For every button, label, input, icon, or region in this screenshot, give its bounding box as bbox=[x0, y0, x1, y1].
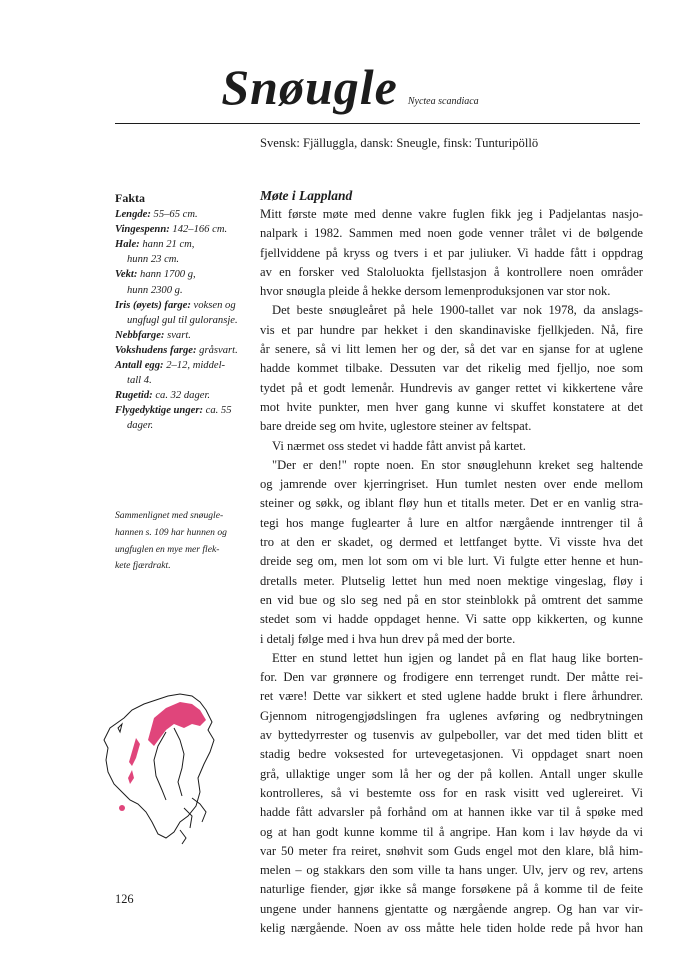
fact-item bbox=[115, 358, 255, 373]
facts-box bbox=[115, 191, 255, 434]
note-line: ungfuglen en mye mer flek- bbox=[115, 543, 220, 555]
fact-item bbox=[115, 343, 255, 358]
body-text-line: tro at den er skadet, og dermed et lettfanget bytte. Vi visste hva det bbox=[260, 535, 643, 550]
fact-item bbox=[115, 403, 255, 418]
fact-label: Flygedyktige unger: bbox=[115, 405, 203, 417]
fact-value: svart. bbox=[164, 329, 191, 341]
fact-value-continued: dager. bbox=[127, 420, 154, 432]
header-rule bbox=[115, 123, 640, 124]
body-text-line: nalpark i 1982. Sammen med noen gode venner trålet vi de bølgende bbox=[260, 226, 643, 241]
fact-label: Rugetid: bbox=[115, 390, 153, 402]
body-text-line: Etter en stund lettet hun igjen og landet på en flat haug like borten- bbox=[272, 650, 643, 665]
body-text-line: ret være! Dette var sikkert et sted uglene hadde brukt i flere århundrer. bbox=[260, 689, 643, 704]
fact-label: Nebbfarge: bbox=[115, 329, 165, 341]
body-text-line: for. Den var grønnere og frodigere enn terrenget rundt. Der måtte rei- bbox=[260, 670, 643, 685]
body-text-line: Vi nærmet oss stedet vi hadde fått anvist på kartet. bbox=[272, 438, 526, 453]
fact-value-continued: tall 4. bbox=[127, 375, 152, 387]
fact-value: ca. 55 bbox=[202, 405, 232, 417]
body-text-line: stadig bedre voksested for urtevegetasjonen. Vi oppdaget snart noen bbox=[260, 747, 643, 762]
breeding-range-mountains bbox=[129, 738, 140, 766]
title-block bbox=[0, 58, 700, 116]
fact-item bbox=[115, 237, 255, 252]
body-text-line: steiner og søkk, og iblant fløy hun et titalls meter. Det er en vanlig stra- bbox=[260, 496, 643, 511]
body-text-line: Mitt første møte med denne vakre fuglen fikk jeg i Padjelantas nasjo- bbox=[260, 207, 643, 221]
body-text-line: kontrolleres, så vi bestemte oss for en rask visitt ved uglereiret. Vi bbox=[260, 785, 643, 800]
fact-value-continued: hunn 23 cm. bbox=[127, 254, 180, 266]
body-text-line: grå, ullaktige unger som lå her og der på kollen. Antall unger skulle bbox=[260, 766, 643, 781]
fact-item bbox=[115, 328, 255, 343]
fact-value: hann 21 cm, bbox=[139, 239, 195, 251]
facts-heading: Fakta bbox=[115, 191, 145, 205]
body-text-line: hadde fått advarsler på forhånd om at hannen ikke var til å spøke med bbox=[260, 805, 643, 820]
body-text-line: hvor snøugla pleide å hekke dersom lemenproduksjonen var stor nok. bbox=[260, 284, 611, 299]
body-text-line: av byttedyrrester og tusenvis av gulpeboller, var det med tiden blitt et bbox=[260, 728, 643, 743]
fact-value: gråsvart. bbox=[196, 344, 238, 356]
body-text-line: år senere, så vi litt lemen her og der, så det var en sjanse for at uglene bbox=[260, 342, 643, 357]
body-text-line: tegi hos mange fuglearter å lure en altfor nærgående inntrenger til å bbox=[260, 515, 643, 530]
fact-value: 55–65 cm. bbox=[150, 209, 198, 221]
note-line: Sammenlignet med snøugle- bbox=[115, 510, 224, 521]
distribution-map-icon bbox=[96, 688, 224, 848]
body-text-line: hadde kommet tilbake. Dessuten var det rikelig med fjelljo, noe som bbox=[260, 361, 643, 376]
page-number: 126 bbox=[115, 892, 134, 906]
fact-value: 142–166 cm. bbox=[169, 224, 228, 236]
fact-label: Vingespenn: bbox=[115, 224, 170, 236]
fact-item bbox=[115, 298, 255, 313]
body-text-line: dreide seg om, men lot som om vi ble lurt. Vi fulgte etter henne et hun- bbox=[260, 554, 643, 569]
fact-label: Vekt: bbox=[115, 269, 138, 281]
breeding-range-north bbox=[148, 702, 206, 746]
fact-label: Iris (øyets) farge: bbox=[115, 299, 191, 311]
body-text-line: fjellviddene på kryss og tvers i et par juliuker. Vi hadde fått i oppdrag bbox=[260, 245, 643, 260]
fact-label: Hale: bbox=[115, 239, 140, 251]
body-text-line: Det beste snøugleåret på hele 1900-tallet var nok 1978, da anslags- bbox=[272, 303, 643, 318]
body-text-line: var 50 meter fra reiret, snøhvit som Guds engel mot den klare, blå him- bbox=[260, 843, 643, 858]
fact-value-continued: ungfugl gul til guloransje. bbox=[127, 314, 238, 326]
body-text-line: og at han godt kunne komme til å angripe. Han kom i lav høyde da vi bbox=[260, 824, 643, 839]
body-text-line: dretalls meter. Plutselig lettet hun med noen mektige vingeslag, fløy i bbox=[260, 573, 643, 588]
body-text-line: "Der er den!" ropte noen. En stor snøuglehunn kreket seg haltende bbox=[272, 457, 643, 472]
species-title: Snøugle bbox=[221, 59, 398, 115]
body-text-line: tydet på et godt lemenår. Hundrevis av ganger rettet vi kikkertene våre bbox=[260, 380, 643, 395]
plumage-note bbox=[115, 508, 255, 575]
breeding-range-south bbox=[128, 770, 134, 784]
body-text-line: av en forsker ved Staloluokta fjellstasjon å kontrollere noen områder bbox=[260, 264, 643, 279]
fact-item bbox=[115, 222, 255, 237]
fact-value: voksen og bbox=[190, 299, 236, 311]
body-text-line: kelig nærgående. Noen av oss måtte hele tiden holde rede på hvor han bbox=[260, 920, 643, 935]
body-text-line: Gjennom nitrogengjødslingen fra uglenes avføring og nedbrytningen bbox=[260, 708, 643, 723]
note-line: hannen s. 109 har hunnen og bbox=[115, 526, 227, 538]
latin-name: Nyctea scandiaca bbox=[407, 96, 479, 107]
body-text-line: melen – og stakkars den som ville ta hans unger. Ulv, jerv og rev, artens bbox=[260, 863, 643, 878]
fact-label: Antall egg: bbox=[115, 360, 164, 372]
body-text-line: og jamrende over kjerringriset. Hun tumlet nesten over ende mellom bbox=[260, 477, 643, 492]
fact-label: Vokshudens farge: bbox=[115, 344, 197, 356]
note-line: kete fjærdrakt. bbox=[115, 560, 171, 572]
fact-item bbox=[115, 207, 255, 222]
body-text-line: ungene under hannens gjentatte og nærgående angrep. Og han var vir- bbox=[260, 901, 643, 916]
fact-value-continued: hunn 2300 g. bbox=[127, 284, 183, 296]
body-text-line: bare dreide seg om hvite, uglestore steiner av feltspat. bbox=[260, 419, 532, 434]
body-text-line: naturlige fiender, gjør ikke så mange forsøkene på å komme til de feite bbox=[260, 882, 643, 897]
body-text-line: stedet som vi hadde oppdaget henne. Vi satte opp kikkerten, og kunne bbox=[260, 612, 643, 627]
breeding-range-spot bbox=[119, 805, 125, 811]
body-text-line: en vid bue og slo seg ned på en stor steinblokk på omtrent det samme bbox=[260, 592, 643, 607]
fact-label: Lengde: bbox=[115, 209, 151, 221]
body-text-line: i detalj følge med i hva hun drev på med der borte. bbox=[260, 631, 516, 646]
fact-item bbox=[115, 388, 255, 403]
other-language-names: Svensk: Fjälluggla, dansk: Sneugle, finsk: Tunturipöllö bbox=[260, 136, 539, 150]
section-heading: Møte i Lappland bbox=[260, 188, 353, 203]
fact-value: hann 1700 g, bbox=[137, 269, 196, 281]
fact-value: ca. 32 dager. bbox=[152, 390, 211, 402]
body-text-line: vis et par hundre par hekket i den skandinaviske fjellkjeden. Nå, fire bbox=[260, 322, 643, 337]
fact-value: 2–12, middel- bbox=[163, 360, 226, 372]
fact-item bbox=[115, 267, 255, 282]
main-text-column bbox=[260, 186, 643, 938]
body-text-line: mot hvite punkter, men hver gang kunne vi skuffet konstatere at det bbox=[260, 399, 643, 414]
